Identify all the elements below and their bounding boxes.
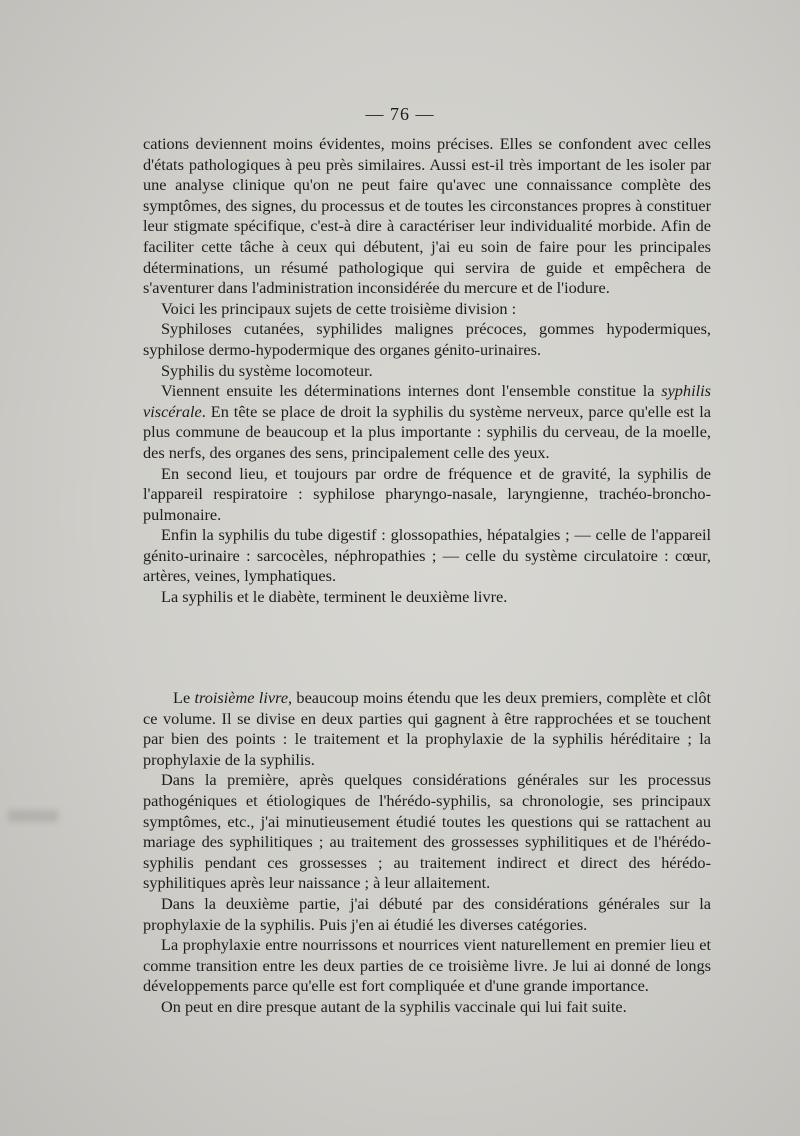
paragraph: Enfin la syphilis du tube digestif : glossopathies, hépatalgies ; — celle de l'appareil génito-urinaire : sarcocèles, néphropathies ; — celle du système circulatoire : cœur, artères, veines, lymphatiques.	[143, 525, 711, 586]
paragraph: Dans la première, après quelques considérations générales sur les processus pathogéniques et étiologiques de l'hérédo-syphilis, sa chronologie, ses principaux symptômes, etc., j'ai minutieusement étudié toutes les questions qui se rattachent au mariage des syphilitiques ; au traitement des grossesses syphilitiques et de l'hérédo-syphilis pendant ces grossesses ; au traitement indirect et direct des hérédo-syphilitiques après leur naissance ; à leur allaitement.	[143, 770, 711, 893]
paragraph	[143, 381, 711, 463]
paragraph: Dans la deuxième partie, j'ai débuté par des considérations générales sur la prophylaxie de la syphilis. Puis j'en ai étudié les diverses catégories.	[143, 893, 711, 934]
paragraph: La syphilis et le diabète, terminent le deuxième livre.	[161, 587, 508, 607]
page-number: — 76 —	[365, 104, 435, 124]
italic-term: syphilis viscérale	[143, 381, 711, 421]
text-run: Le	[173, 688, 195, 707]
paragraph: Syphiloses cutanées, syphilides malignes précoces, gommes hypodermiques, syphilose dermo-hypodermique des organes génito-urinaires.	[143, 319, 711, 359]
paragraph: En second lieu, et toujours par ordre de fréquence et de gravité, la syphilis de l'appareil respiratoire : syphilose pharyngo-nasale, laryngienne, trachéo-broncho-pulmonaire.	[143, 463, 711, 524]
paragraph: La prophylaxie entre nourrissons et nourrices vient naturellement en premier lieu et comme transition entre les deux parties de ce troisième livre. Je lui ai donné de longs développements parce qu'elle est fort compliquée et d'une grande importance.	[143, 935, 711, 996]
paragraph: On peut en dire presque autant de la syphilis vaccinale qui lui fait suite.	[161, 996, 627, 1016]
italic-term: troisième livre	[194, 688, 289, 707]
paragraph: Voici les principaux sujets de cette troisième division :	[161, 298, 517, 318]
text-block-lower	[143, 688, 711, 1018]
paragraph: Syphilis du système locomoteur.	[161, 360, 373, 380]
paragraph: cations deviennent moins évidentes, moins précises. Elles se confondent avec celles d'états pathologiques à peu près similaires. Aussi est-il très important de les isoler par une analyse clinique qu'on ne peut faire qu'avec une connaissance complète des symptômes, des signes, du processus et de toutes les circonstances propres à constituer leur stigmate spécifique, c'est-à dire à caractériser leur individualité morbide. Afin de faciliter cette tâche à ceux qui débutent, j'ai eu soin de faire pour les principales déterminations, un résumé pathologique qui servira de guide et empêchera de s'aventurer dans l'administration inconsidérée du mercure et de l'iodure.	[143, 134, 711, 298]
text-block-upper	[143, 134, 711, 608]
text-run: Viennent ensuite les déterminations internes dont l'ensemble constitue la	[161, 381, 662, 401]
text-run: , beaucoup moins étendu que les deux premiers, complète et clôt ce volume. Il se divise en deux parties qui gagnent à être rapprochées et se touchent par bien des points : le traitement et la prophylaxie de la syphilis héréditaire ; la prophylaxie de la syphilis.	[143, 688, 712, 769]
page-stain	[8, 810, 58, 822]
text-run: . En tête se place de droit la syphilis du système nerveux, parce qu'elle est la plus commune de beaucoup et la plus importante : syphilis du cerveau, de la moelle, des nerfs, des organes des sens, principalement celle des yeux.	[143, 401, 711, 462]
paragraph	[143, 688, 711, 770]
